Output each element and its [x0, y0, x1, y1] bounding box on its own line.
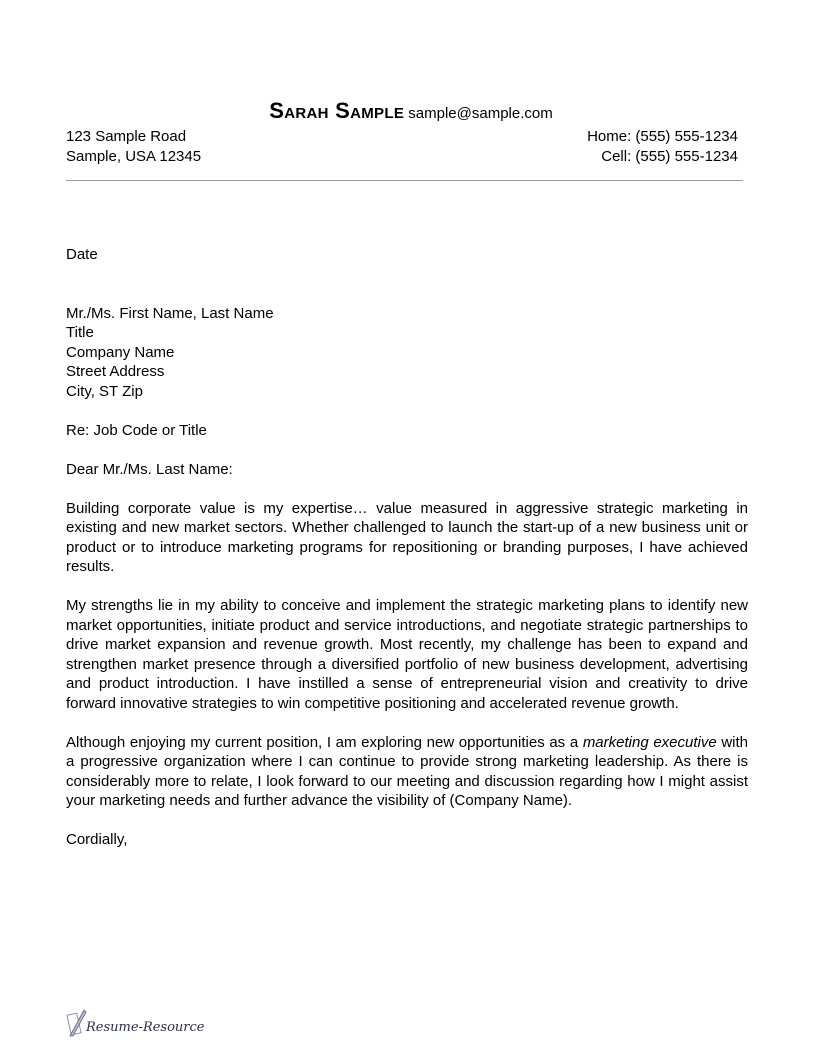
- paragraph-2: My strengths lie in my ability to conceive and implement the strategic marketing plans to identify new market opportunities, initiate product and service introductions, and negotiate strategic partnerships to drive market expansion and revenue growth. Most recently, my challenge has been to expand and strengthen market presence through a diversified portfolio of new business development, advertising and product introduction. I have instilled a sense of entrepreneurial vision and creativity to drive forward innovative strategies to win competitive positioning and accelerated revenue growth.: [66, 597, 748, 712]
- recipient-company: Company Name: [66, 343, 175, 361]
- date: Date: [66, 246, 98, 263]
- salutation-block: [66, 460, 748, 480]
- paragraph-1: Building corporate value is my expertise… value measured in aggressive strategic marketing in existing and new market sectors. Whether challenged to launch the start-up of a new business unit or product or to introduce marketing programs for repositioning or branding purposes, I have achieved results.: [66, 499, 748, 575]
- resume-resource-logo: [66, 1008, 205, 1038]
- letter-body: [66, 245, 748, 869]
- letterhead: [66, 98, 748, 167]
- address-line-1: 123 Sample Road: [66, 128, 187, 145]
- home-phone: Home: (555) 555-1234: [587, 128, 738, 145]
- sender-email: sample@sample.com: [408, 105, 553, 122]
- logo-text: Resume-Resource: [86, 1020, 205, 1035]
- recipient-city: City, ST Zip: [66, 382, 143, 400]
- recipient-name: Mr./Ms. First Name, Last Name: [66, 304, 274, 322]
- re-line: Re: Job Code or Title: [66, 421, 207, 439]
- address-line-2: Sample, USA 12345: [66, 148, 202, 165]
- closing: Cordially,: [66, 831, 128, 848]
- salutation: Dear Mr./Ms. Last Name:: [66, 460, 233, 478]
- header-divider: [66, 180, 743, 181]
- name-line: [74, 98, 748, 127]
- recipient-block: [66, 304, 748, 402]
- paragraph-3-end: with a progressive organization where I can continue to provide strong marketing leadership. As there is considerably more to relate, I look forward to our meeting and discussion regarding how I might assist your marketing needs and further advance the visibility of (Company Name).: [66, 733, 749, 809]
- sender-name: Sarah Sample: [269, 98, 405, 123]
- paragraph-3: [66, 733, 748, 811]
- recipient-title: Title: [66, 324, 94, 341]
- re-line-block: [66, 421, 748, 441]
- paragraph-3-emphasis: marketing executive: [582, 733, 717, 751]
- contact-row-1: [66, 127, 738, 147]
- recipient-street: Street Address: [66, 363, 165, 380]
- date-block: [66, 245, 748, 265]
- paragraph-3-start: Although enjoying my current position, I am exploring new opportunities as a: [66, 733, 583, 751]
- cell-phone: Cell: (555) 555-1234: [601, 148, 738, 165]
- closing-block: [66, 830, 748, 850]
- contact-row-2: [66, 147, 738, 167]
